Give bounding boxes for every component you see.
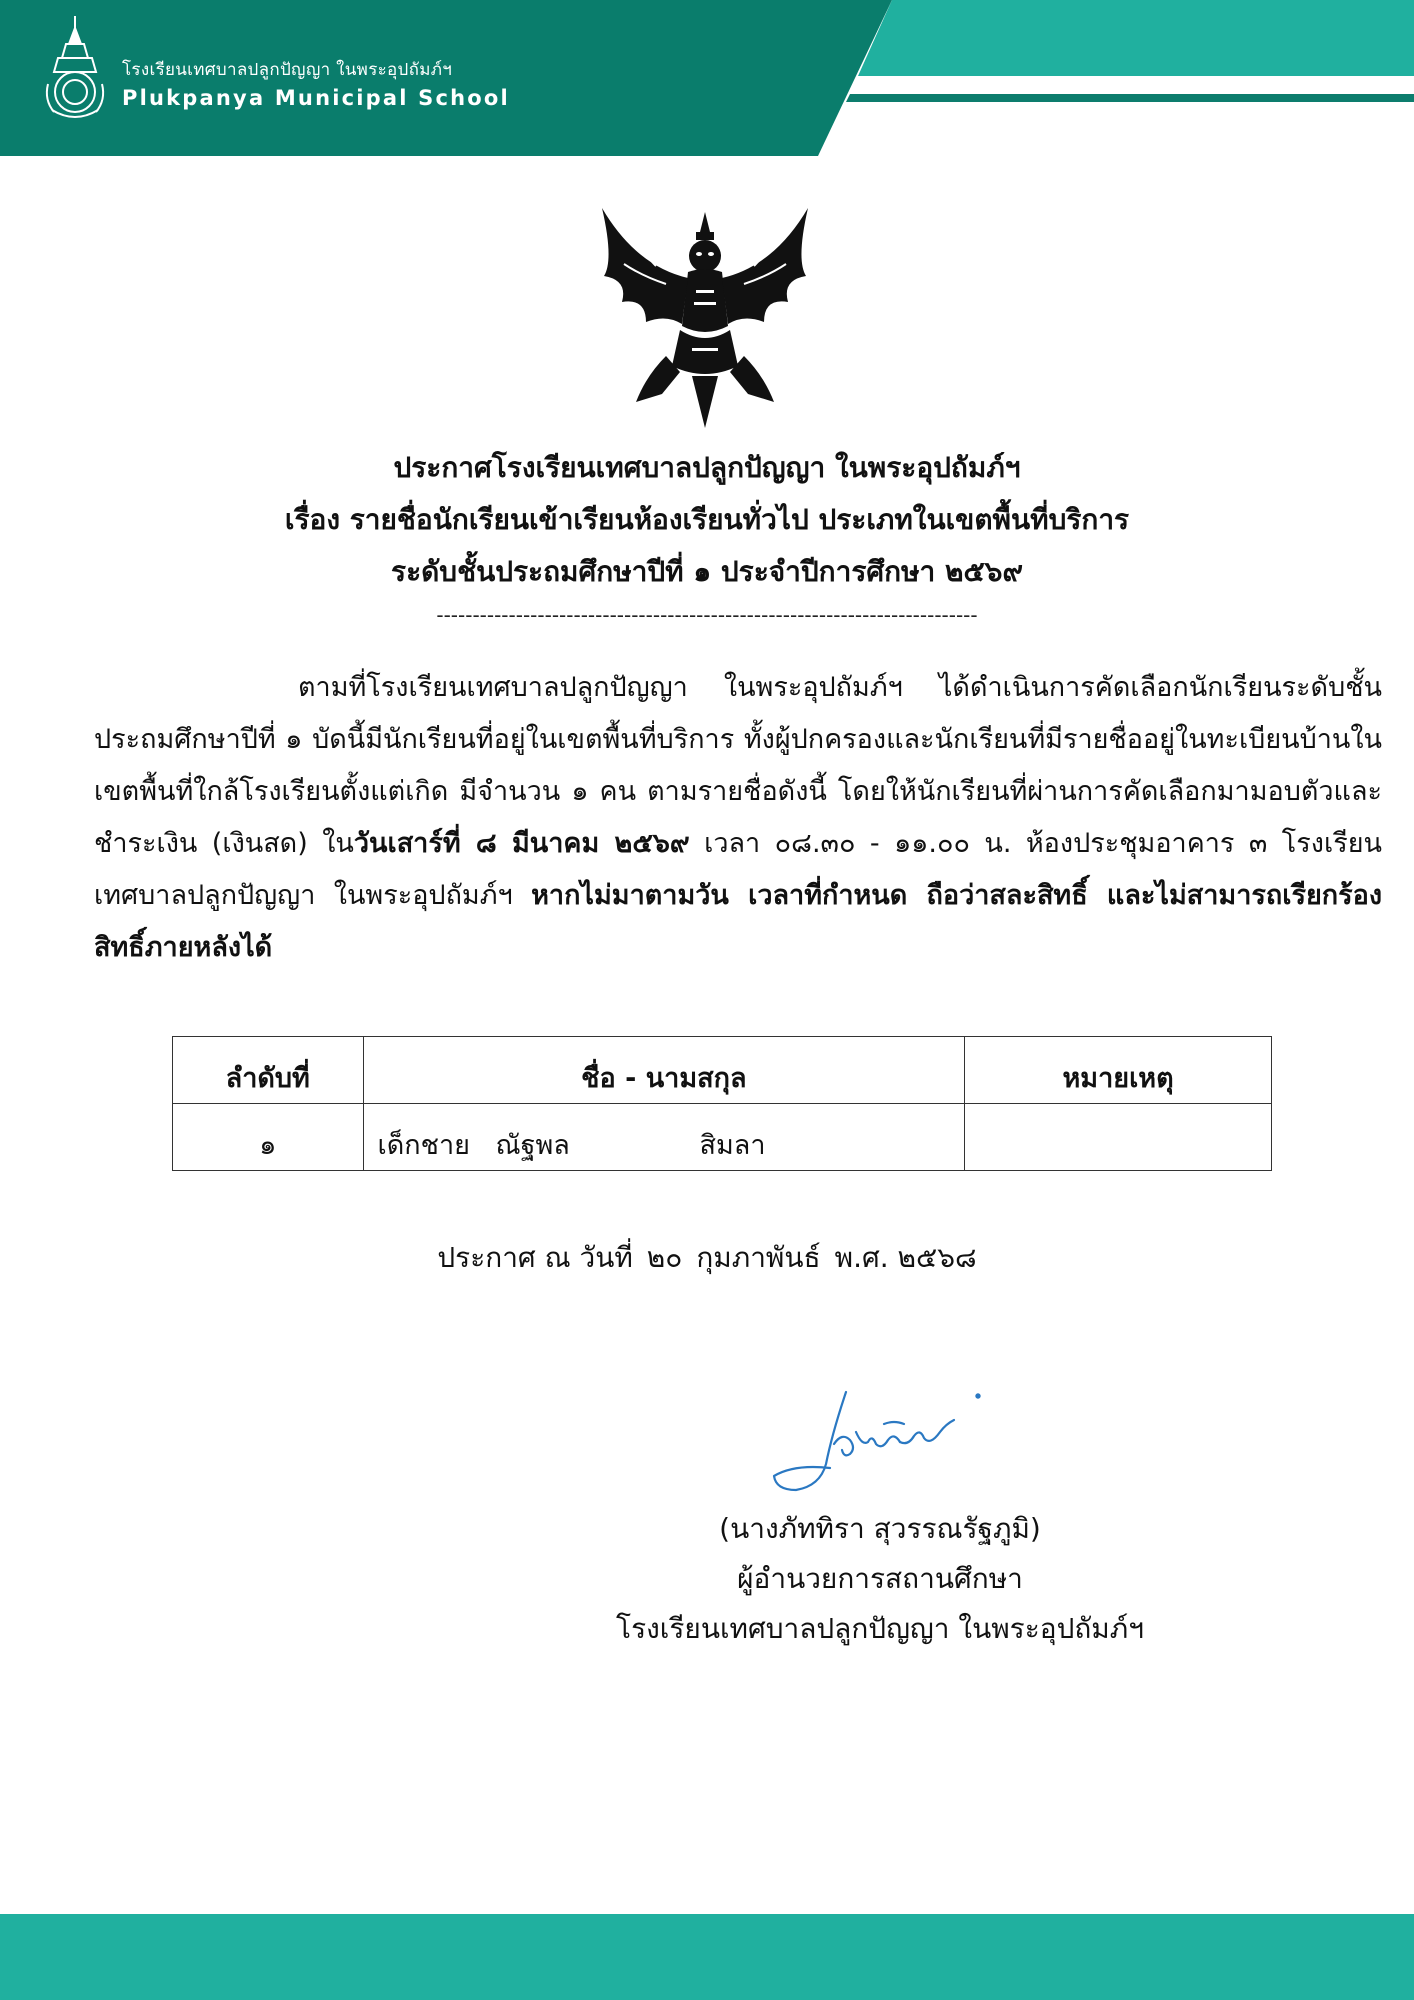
body-text-date-highlight: วันเสาร์ที่ ๘ มีนาคม ๒๕๖๙ [353,828,690,859]
announcement-title-block [0,442,1414,632]
student-name-prefix: เด็กชาย [377,1130,470,1161]
school-logo-icon [42,14,108,126]
table-header-remark: หมายเหตุ [965,1037,1272,1104]
table-cell-number: ๑ [173,1104,364,1171]
announcement-subject: เรื่อง รายชื่อนักเรียนเข้าเรียนห้องเรียนทั่วไป ประเภทในเขตพื้นที่บริการ [284,503,1130,536]
student-first-name: ณัฐพล [495,1130,570,1161]
announcement-body [94,662,1382,974]
date-year: พ.ศ. ๒๕๖๘ [834,1241,977,1274]
signatory-block [560,1504,1200,1654]
student-last-name: สิมลา [699,1130,766,1161]
title-divider: --------------------------------------------------------------------------- [436,603,978,627]
header-light-band [858,0,1414,76]
announcement-title: ประกาศโรงเรียนเทศบาลปลูกปัญญา ในพระอุปถัมภ์ฯ [393,451,1021,484]
date-day: ๒๐ [646,1241,683,1274]
body-text-part1: ตามที่โรงเรียนเทศบาลปลูกปัญญา ในพระอุปถัมภ์ฯ ได้ดำเนินการคัดเลือกนักเรียนระดับชั้นประถมศึกษาปีที่ ๑ บัดนี้มีนักเรียนที่อยู่ในเขตพื้นที่บริการ ทั้งผู้ปกครองและนักเรียนที่มีรายชื่ออยู่ในทะเบียนบ้านในเขตพื้นที่ใกล้โรงเรียนตั้งแต่เกิด มีจำนวน ๑ คน ตามรายชื่อดังนี้ โดยให้นักเรียนที่ผ่านการคัดเลือกมามอบตัวและชำระเงิน (เงินสด) ใน [94,672,1382,859]
table-cell-name [363,1104,965,1171]
date-label: ประกาศ ณ วันที่ [437,1241,633,1274]
table-row [173,1104,1272,1171]
school-name-english: Plukpanya Municipal School [122,86,510,110]
date-month: กุมภาพันธ์ [696,1241,821,1274]
handwritten-signature [764,1384,994,1504]
student-list-table [172,1036,1272,1171]
signatory-organization: โรงเรียนเทศบาลปลูกปัญญา ในพระอุปถัมภ์ฯ [616,1612,1144,1645]
header-thin-stripe [846,94,1414,102]
announcement-level: ระดับชั้นประถมศึกษาปีที่ ๑ ประจำปีการศึกษา ๒๕๖๙ [391,555,1023,588]
garuda-emblem-icon [596,206,814,432]
footer-band [0,1914,1414,2000]
signatory-name: (นางภัททิรา สุวรรณรัฐภูมิ) [719,1512,1041,1545]
table-header-name: ชื่อ - นามสกุล [363,1037,965,1104]
table-header-row [173,1037,1272,1104]
signatory-position: ผู้อำนวยการสถานศึกษา [737,1562,1023,1595]
body-text-warning: หากไม่มาตามวัน เวลาที่กำหนด ถือว่าสละสิทธิ์ และไม่สามารถเรียกร้องสิทธิ์ภายหลังได้ [94,880,1383,963]
announcement-date [0,1236,1414,1280]
body-text-part2: เวลา ๐๘.๓๐ - ๑๑.๐๐ น. ห้องประชุมอาคาร ๓ โรงเรียนเทศบาลปลูกปัญญา ในพระอุปถัมภ์ฯ [94,828,1382,911]
table-cell-remark [965,1104,1272,1171]
table-header-number: ลำดับที่ [173,1037,364,1104]
school-name-thai: โรงเรียนเทศบาลปลูกปัญญา ในพระอุปถัมภ์ฯ [122,60,453,80]
letterhead-header [0,0,1414,160]
